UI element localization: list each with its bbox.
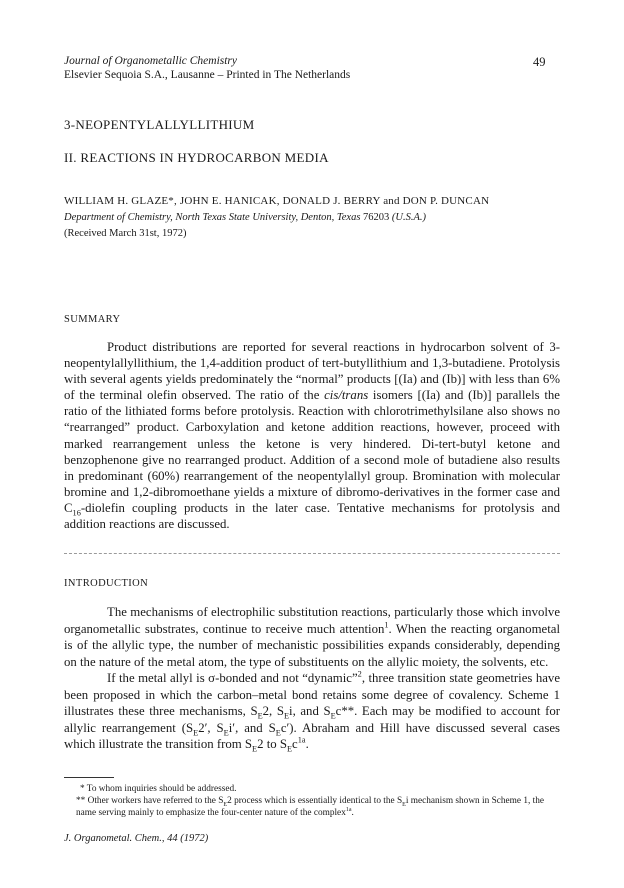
text-run: . When the reacting organometal is of the allylic type, the number of mechanistic possibilities expands considerably, depending on the nature of the metal atom, the type of substituents on the allylic moiety, the solvents, etc. [64,621,560,669]
reference-mark: 1 [384,620,389,630]
subscript: E [223,801,228,808]
footnote-rule [64,777,114,778]
section-divider [64,553,560,554]
text-run: ** Other workers have referred to the S [76,796,224,806]
text-run: c [292,737,298,751]
text-run: . [305,737,309,751]
text-run: i mechanism shown in Scheme 1, the name serving mainly to emphasize the four-center nature of the complex [76,796,544,818]
summary-part: -diolefin coupling products in the later case. Tentative mechanisms for protolysis and addition reactions are discussed. [64,500,560,532]
intro-paragraph-2 [64,670,560,753]
footnotes [64,783,560,819]
text-run: . [351,808,354,818]
subscript: E [286,744,293,754]
reference-mark: 1a [345,806,352,813]
summary-text [64,339,560,532]
summary-italic: cis/trans [324,388,369,403]
subscript: 16 [72,508,81,518]
reference-mark: 1a [297,735,306,745]
affiliation-dept: Department of Chemistry, North Texas State University, Denton, Texas [64,212,361,223]
text-run: i′, and S [228,720,276,735]
introduction-heading: INTRODUCTION [64,578,149,589]
publisher-line: Elsevier Sequoia S.A., Lausanne – Printed in The Netherlands [64,69,351,81]
subscript: E [330,711,336,721]
text-run: The mechanisms of electrophilic substitution reactions, particularly those which involve organometallic substrates, continue to receive much attention [64,605,560,636]
affiliation [64,212,426,223]
text-run: 2, S [262,704,284,718]
text-run: 2′, S [198,720,224,735]
text-run: i, and S [289,704,331,718]
journal-name: Journal of Organometallic Chemistry [64,55,238,67]
affiliation-zip: 76203 [360,212,392,223]
subscript: E [283,711,290,721]
introduction-text [64,604,560,753]
subscript: E [257,711,263,721]
footer-citation: J. Organometal. Chem., 44 (1972) [64,833,209,844]
footnote-2 [64,795,560,819]
subscript: E [223,728,229,738]
summary-heading: SUMMARY [64,314,121,325]
text-run: 2 to S [257,737,287,751]
text-run: If the metal allyl is σ-bonded and not “dynamic” [107,671,358,685]
subscript: E [193,728,199,738]
subscript: E [275,728,281,738]
text-run: , three transition state geometries have been proposed in which the carbon–metal bond retains some degree of covalency. Scheme 1 illustrates these three mechanisms, S [64,671,560,718]
article-subtitle: II. REACTIONS IN HYDROCARBON MEDIA [64,150,329,165]
received-date: (Received March 31st, 1972) [64,228,187,239]
subscript: E [252,744,258,754]
article-title: 3-NEOPENTYLALLYLLITHIUM [64,117,255,132]
author-list: WILLIAM H. GLAZE*, JOHN E. HANICAK, DONALD J. BERRY and DON P. DUNCAN [64,195,490,207]
text-run: c′). Abraham and Hill have discussed several cases which illustrate the transition from S [64,720,560,751]
footnote-1: * To whom inquiries should be addressed. [80,784,237,794]
affiliation-country: (U.S.A.) [391,212,427,223]
intro-paragraph-1 [64,604,560,670]
summary-part: isomers [(Ia) and (Ib)] parallels the ratio of the lithiated forms before protolysis. Reaction with chlorotrimethylsilane also shows no “rearranged” product. Carboxylation and ketone addition reactions, however, proceed with marked rearrangement unless the ketone is very hindered. Di-tert-butyl ketone and benzophenone give no rearranged product. Addition of a second mole of butadiene also results in predominant (60%) rearrangement of the neopentylallyl group. Bromination with molecular bromine and 1,2-dibromoethane yields a mixture of dibromo-derivatives in the former case and C [64,388,560,515]
reference-mark: 2 [357,669,362,679]
subscript: E [402,801,406,808]
text-run: 2 process which is essentially identical to the S [227,796,403,806]
summary-part: Product distributions are reported for several reactions in hydrocarbon solvent of 3-neopentylallyllithium, the 1,4-addition product of tert-butyllithium and 1,3-butadiene. Protolysis with several agents yields predominately the “normal” products [(Ia) and (Ib)] with less than 6% of the terminal olefin observed. The ratio of the [64,340,560,403]
text-run: c**. Each may be modified to account for allylic rearrangement (S [64,704,560,735]
page-number: 49 [533,55,546,69]
